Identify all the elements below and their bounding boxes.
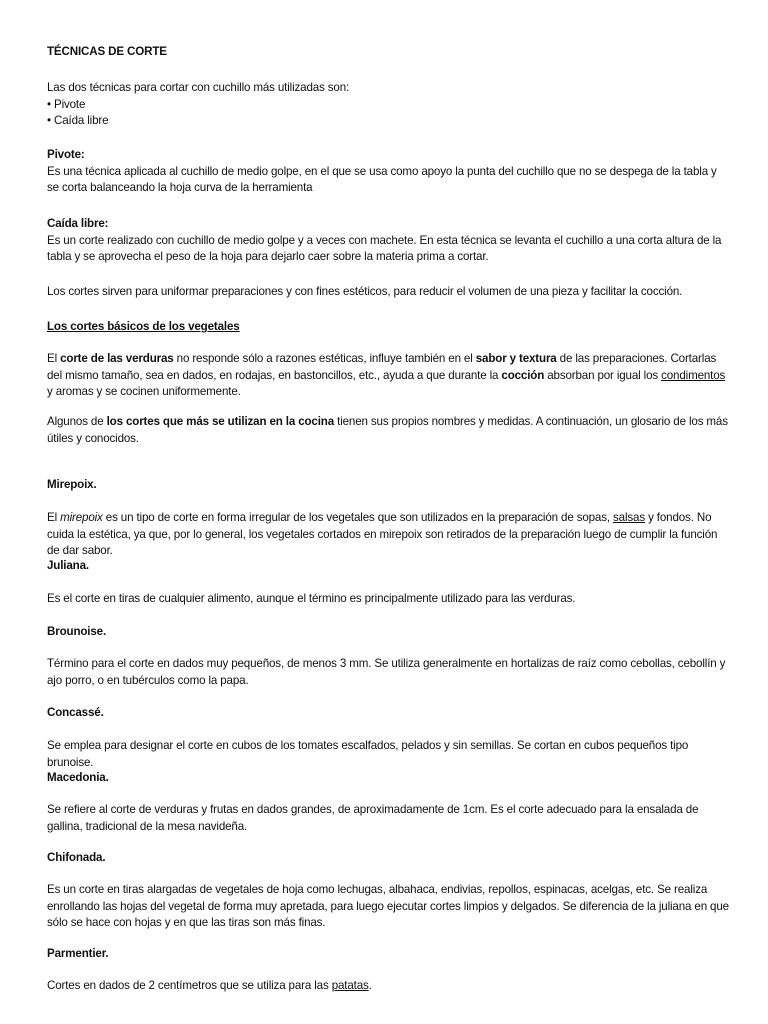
bold-run: los cortes que más se utilizan en la cocina <box>106 415 335 428</box>
pivote-text: Es una técnica aplicada al cuchillo de medio golpe, en el que se usa como apoyo la punta del cuchillo que no se despega de la tabla y se corta balanceando la hoja curva de la herramienta <box>47 164 717 194</box>
text-run: es un tipo de corte en forma irregular de los vegetales que son utilizados en la preparación de sopas, <box>102 511 614 524</box>
bold-run: corte de las verduras <box>60 352 174 365</box>
text-run: y aromas y se cocinen uniformemente. <box>47 385 241 398</box>
mirepoix-text <box>47 510 731 560</box>
text-run: Algunos de <box>47 415 107 428</box>
concasse-text: Se emplea para designar el corte en cubos de los tomates escalfados, pelados y sin semillas. Se cortan en cubos pequeños tipo brunoise. <box>47 739 689 769</box>
bold-run: cocción <box>501 368 545 382</box>
text-run: y fondos. No cuida la estética, ya que, por lo general, los vegetales cortados en mirepoix son retirados de la preparación luego de cumplir la función de dar sabor. <box>47 511 718 557</box>
juliana-text: Es el corte en tiras de cualquier alimento, aunque el término es principalmente utilizado para las verduras. <box>47 592 576 605</box>
text-run: El <box>47 352 61 365</box>
text-run: absorban por igual los <box>544 368 662 382</box>
verduras-paragraph <box>47 351 731 401</box>
parmentier-text <box>47 978 731 995</box>
italic-run: mirepoix <box>60 511 103 524</box>
patatas-link[interactable]: patatas <box>331 979 369 992</box>
text-run: . <box>368 979 372 992</box>
macedonia-heading: Macedonia. <box>47 771 109 784</box>
brunoise-text: Término para el corte en dados muy pequeños, de menos 3 mm. Se utiliza generalmente en hortalizas de raíz como cebollas, cebollín y ajo porro, o en tubérculos como la papa. <box>47 657 726 687</box>
intro-item-caida-libre: • Caída libre <box>47 114 109 127</box>
chifonada-text: Es un corte en tiras alargadas de vegetales de hoja como lechugas, albahaca, endivias, repollos, espinacas, acelgas, etc. Se realiza enrollando las hojas del vegetal de forma muy apretada, para luego ejecutar cortes limpios y delgados. Se diferencia de la juliana en que sólo se hace con hojas y en que las tiras son más finas. <box>47 883 729 929</box>
salsas-link[interactable]: salsas <box>613 511 645 524</box>
concasse-heading: Concassé. <box>47 706 104 719</box>
text-run: de las preparaciones. Cortarlas del mismo tamaño, sea en dados, en rodajas, en bastoncillos, etc., ayuda a que durante la <box>47 352 717 382</box>
text-run: El <box>47 511 61 524</box>
pivote-heading: Pivote: <box>47 148 85 161</box>
brunoise-heading: Brounoise. <box>47 625 107 638</box>
juliana-heading: Juliana. <box>47 559 89 572</box>
caida-libre-text: Es un corte realizado con cuchillo de medio golpe y a veces con machete. En esta técnica se levanta el cuchillo a una corta altura de la tabla y se aprovecha el peso de la hoja para dejarlo caer sobre la materia prima a cortar. <box>47 233 722 263</box>
text-run: no responde sólo a razones estéticas, influye también en el <box>173 352 476 365</box>
cortes-note: Los cortes sirven para uniformar preparaciones y con fines estéticos, para reducir el volumen de una pieza y facilitar la cocción. <box>47 285 683 298</box>
macedonia-text: Se refiere al corte de verduras y frutas en dados grandes, de aproximadamente de 1cm. Es el corte adecuado para la ensalada de gallina, tradicional de la mesa navideña. <box>47 803 699 833</box>
text-run: tienen sus propios nombres y medidas. A continuación, un glosario de los más útiles y conocidos. <box>47 415 728 445</box>
condimentos-link[interactable]: condimentos <box>661 368 726 382</box>
pivote-section <box>47 147 731 197</box>
intro-item-pivote: • Pivote <box>47 97 86 111</box>
document-title: TÉCNICAS DE CORTE <box>47 45 167 58</box>
caida-libre-section <box>47 216 731 266</box>
caida-libre-heading: Caída libre: <box>47 217 109 230</box>
bold-run: sabor y textura <box>475 352 557 365</box>
intro-line: Las dos técnicas para cortar con cuchillo más utilizadas son: <box>47 81 350 94</box>
algunos-paragraph <box>47 414 731 447</box>
basicos-heading: Los cortes básicos de los vegetales <box>47 320 240 333</box>
intro-block <box>47 80 731 130</box>
parmentier-heading: Parmentier. <box>47 947 109 960</box>
chifonada-heading: Chifonada. <box>47 851 106 864</box>
mirepoix-heading: Mirepoix. <box>47 478 97 491</box>
text-run: Cortes en dados de 2 centímetros que se utiliza para las <box>47 979 332 992</box>
